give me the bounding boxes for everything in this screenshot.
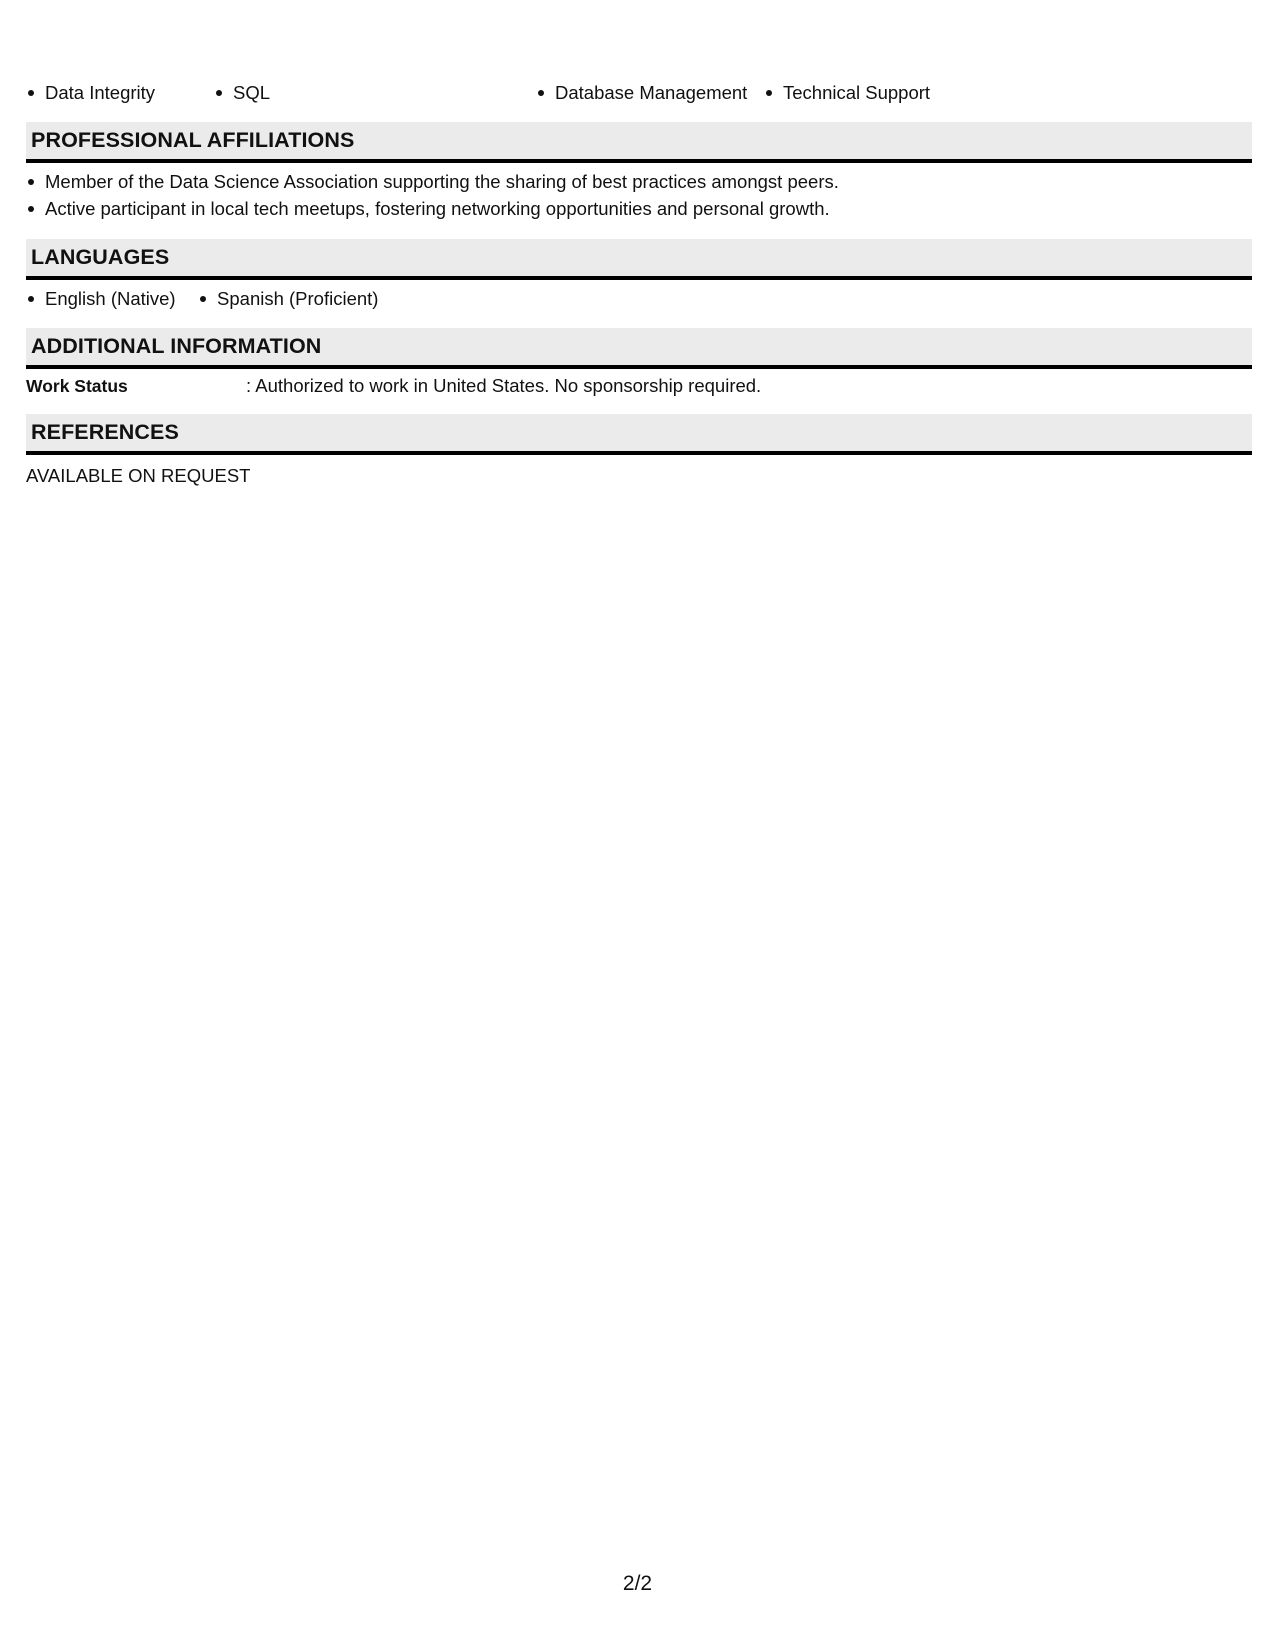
skill-item: Technical Support — [764, 79, 930, 106]
list-item: English (Native) — [26, 285, 176, 312]
skill-item: Data Integrity — [26, 79, 155, 106]
page-number: 2/2 — [622, 1572, 653, 1595]
skills-list — [26, 79, 1252, 107]
skill-item: Database Management — [536, 79, 747, 106]
section-header-references — [26, 414, 1252, 455]
references-text: AVAILABLE ON REQUEST — [26, 465, 251, 486]
list-item: Spanish (Proficient) — [198, 285, 378, 312]
work-status-label: Work Status — [26, 376, 128, 396]
section-header-affiliations — [26, 122, 1252, 163]
affiliations-list — [26, 168, 1252, 222]
section-title: ADDITIONAL INFORMATION — [31, 334, 322, 358]
section-title: LANGUAGES — [31, 245, 170, 269]
work-status-value: : Authorized to work in United States. No sponsorship required. — [246, 375, 762, 396]
skill-item: SQL — [214, 79, 270, 106]
section-header-languages — [26, 239, 1252, 280]
list-item: Member of the Data Science Association supporting the sharing of best practices amongst peers. — [26, 168, 1252, 195]
work-status-row — [26, 372, 761, 400]
section-header-additional-information — [26, 328, 1252, 369]
languages-list — [26, 285, 1252, 312]
section-title: PROFESSIONAL AFFILIATIONS — [31, 128, 355, 152]
list-item: Active participant in local tech meetups, fostering networking opportunities and personal growth. — [26, 195, 1252, 222]
section-title: REFERENCES — [31, 420, 179, 444]
